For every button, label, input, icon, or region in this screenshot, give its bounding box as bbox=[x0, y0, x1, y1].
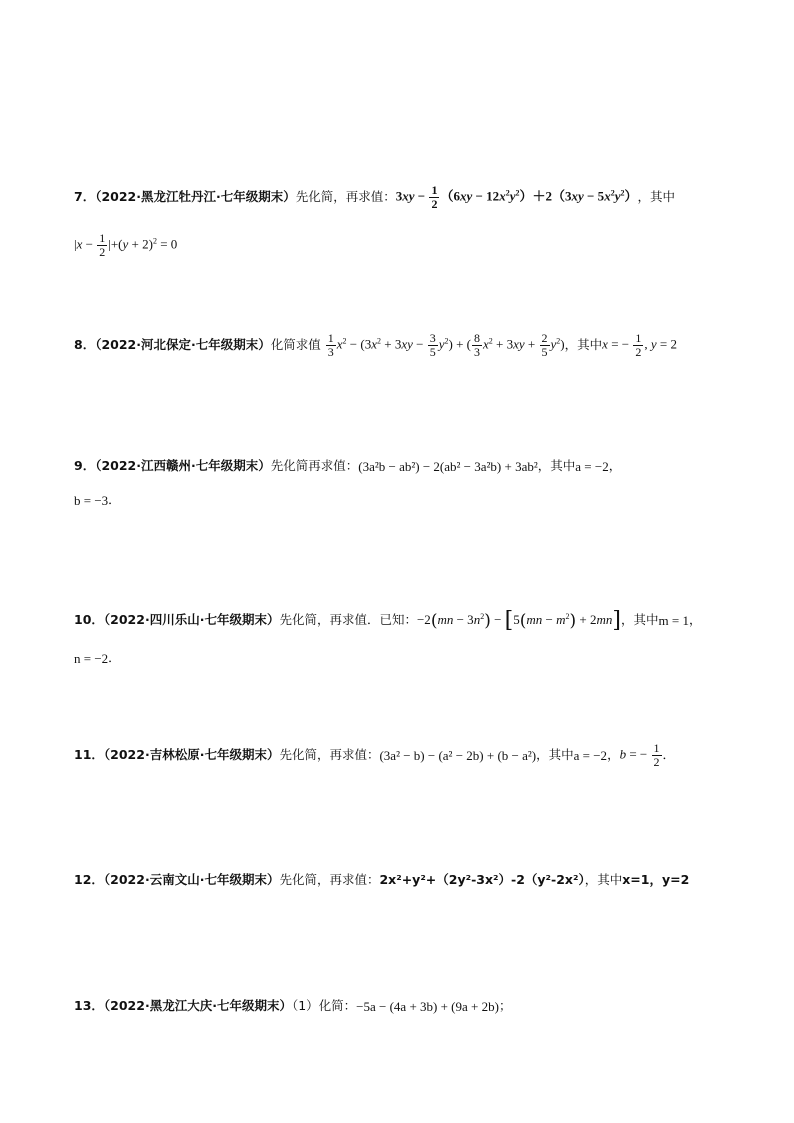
problem-10 bbox=[74, 608, 702, 634]
problem-11 bbox=[74, 742, 675, 769]
problem-values: a = −2 bbox=[573, 747, 608, 763]
problem-suffix: ，其中 bbox=[621, 612, 659, 628]
problem-period: ． bbox=[662, 747, 676, 762]
problem-suffix: ，其中 bbox=[536, 747, 574, 762]
problem-condition: |x − $\frac{1}{2}$ $|+(y + 2)^2 = 0$ bbox=[74, 231, 178, 259]
problem-values: x=1，y=2 bbox=[622, 872, 690, 887]
problem-7-condition bbox=[74, 232, 177, 259]
problem-end: ； bbox=[498, 998, 512, 1013]
problem-instruction: （1）化简： bbox=[291, 998, 357, 1013]
problem-values-2: n = −2 bbox=[74, 650, 109, 666]
problem-source: （2022·四川乐山·七年级期末） bbox=[103, 612, 280, 628]
problem-values: a = −2 bbox=[575, 458, 609, 474]
problem-expression: 2x²+y²+（2y²-3x²）-2（y²-2x²） bbox=[379, 872, 585, 887]
problem-number: 8． bbox=[74, 337, 96, 352]
problem-number: 12． bbox=[74, 872, 104, 887]
problem-suffix: ，其中 bbox=[637, 189, 675, 204]
problem-9-cont bbox=[74, 490, 121, 511]
problem-suffix: ，其中 bbox=[537, 458, 576, 473]
problem-period: ． bbox=[108, 650, 121, 665]
problem-expression: $-2(mn - 3n^2) - [5(mn - m^2) + 2mn]$ bbox=[416, 608, 621, 634]
problem-instruction: 先化简，再求值： bbox=[295, 189, 396, 204]
problem-suffix: ，其中 bbox=[584, 872, 623, 887]
problem-expression: (3a²b − ab²) − 2(ab² − 3a²b) + 3ab² bbox=[358, 458, 538, 474]
problem-7 bbox=[74, 184, 675, 211]
problem-instruction: 先化简，再求值： bbox=[279, 747, 380, 762]
problem-number: 10． bbox=[74, 612, 104, 628]
problem-source: （2022·吉林松原·七年级期末） bbox=[103, 747, 280, 762]
problem-source: （2022·河北保定·七年级期末） bbox=[95, 337, 271, 352]
problem-expression: (3a² − b) − (a² − 2b) + (b − a²) bbox=[379, 747, 537, 763]
problem-instruction: 先化简，再求值： bbox=[279, 872, 380, 887]
problem-9 bbox=[74, 456, 621, 477]
problem-expression: −5a − (4a + 3b) + (9a + 2b) bbox=[356, 998, 499, 1014]
problem-values-2: b = −3 bbox=[74, 492, 109, 508]
problem-source: （2022·黑龙江牡丹江·七年级期末） bbox=[95, 189, 296, 204]
problem-number: 11． bbox=[74, 747, 104, 762]
problem-period: ． bbox=[108, 492, 121, 507]
problem-10-cont bbox=[74, 648, 121, 669]
problem-instruction: 先化简，再求值．已知： bbox=[279, 612, 417, 628]
problem-expression: 3xy − $\frac{1}{2}$ $(6xy - 12x^2y^2)+2(3xy - 5x^2y^2)$ bbox=[395, 183, 638, 211]
problem-source: （2022·江西赣州·七年级期末） bbox=[95, 458, 271, 473]
problem-comma: ， bbox=[688, 612, 702, 628]
problem-8 bbox=[74, 332, 677, 359]
problem-values-2: b = − $\frac{1}{2}$ bbox=[619, 741, 660, 769]
problem-source: （2022·黑龙江大庆·七年级期末） bbox=[103, 998, 292, 1013]
problem-instruction: 先化简再求值： bbox=[270, 458, 359, 473]
problem-number: 13． bbox=[74, 998, 104, 1013]
problem-number: 9． bbox=[74, 458, 96, 473]
problem-expression: $\frac{1}{3}$ $x^2 - (3x^2 + 3xy$ − $\frac{3}{5}$ $y^2$) + ( $\frac{8}{3}$ $x^2 + 3xy$ + $\frac{2}{5}$ $y^2$) bbox=[327, 331, 565, 359]
problem-comma: ， bbox=[607, 747, 620, 762]
problem-number: 7． bbox=[74, 189, 96, 204]
problem-12 bbox=[74, 870, 689, 890]
problem-comma: ， bbox=[608, 458, 622, 473]
problem-suffix: ，其中 bbox=[564, 337, 603, 352]
problem-13 bbox=[74, 996, 511, 1017]
problem-source: （2022·云南文山·七年级期末） bbox=[103, 872, 280, 887]
problem-values: m = 1 bbox=[658, 612, 689, 628]
problem-instruction: 化简求值 bbox=[270, 337, 321, 352]
problem-values: x = − $\frac{1}{2}$ , y = 2 bbox=[602, 331, 677, 359]
